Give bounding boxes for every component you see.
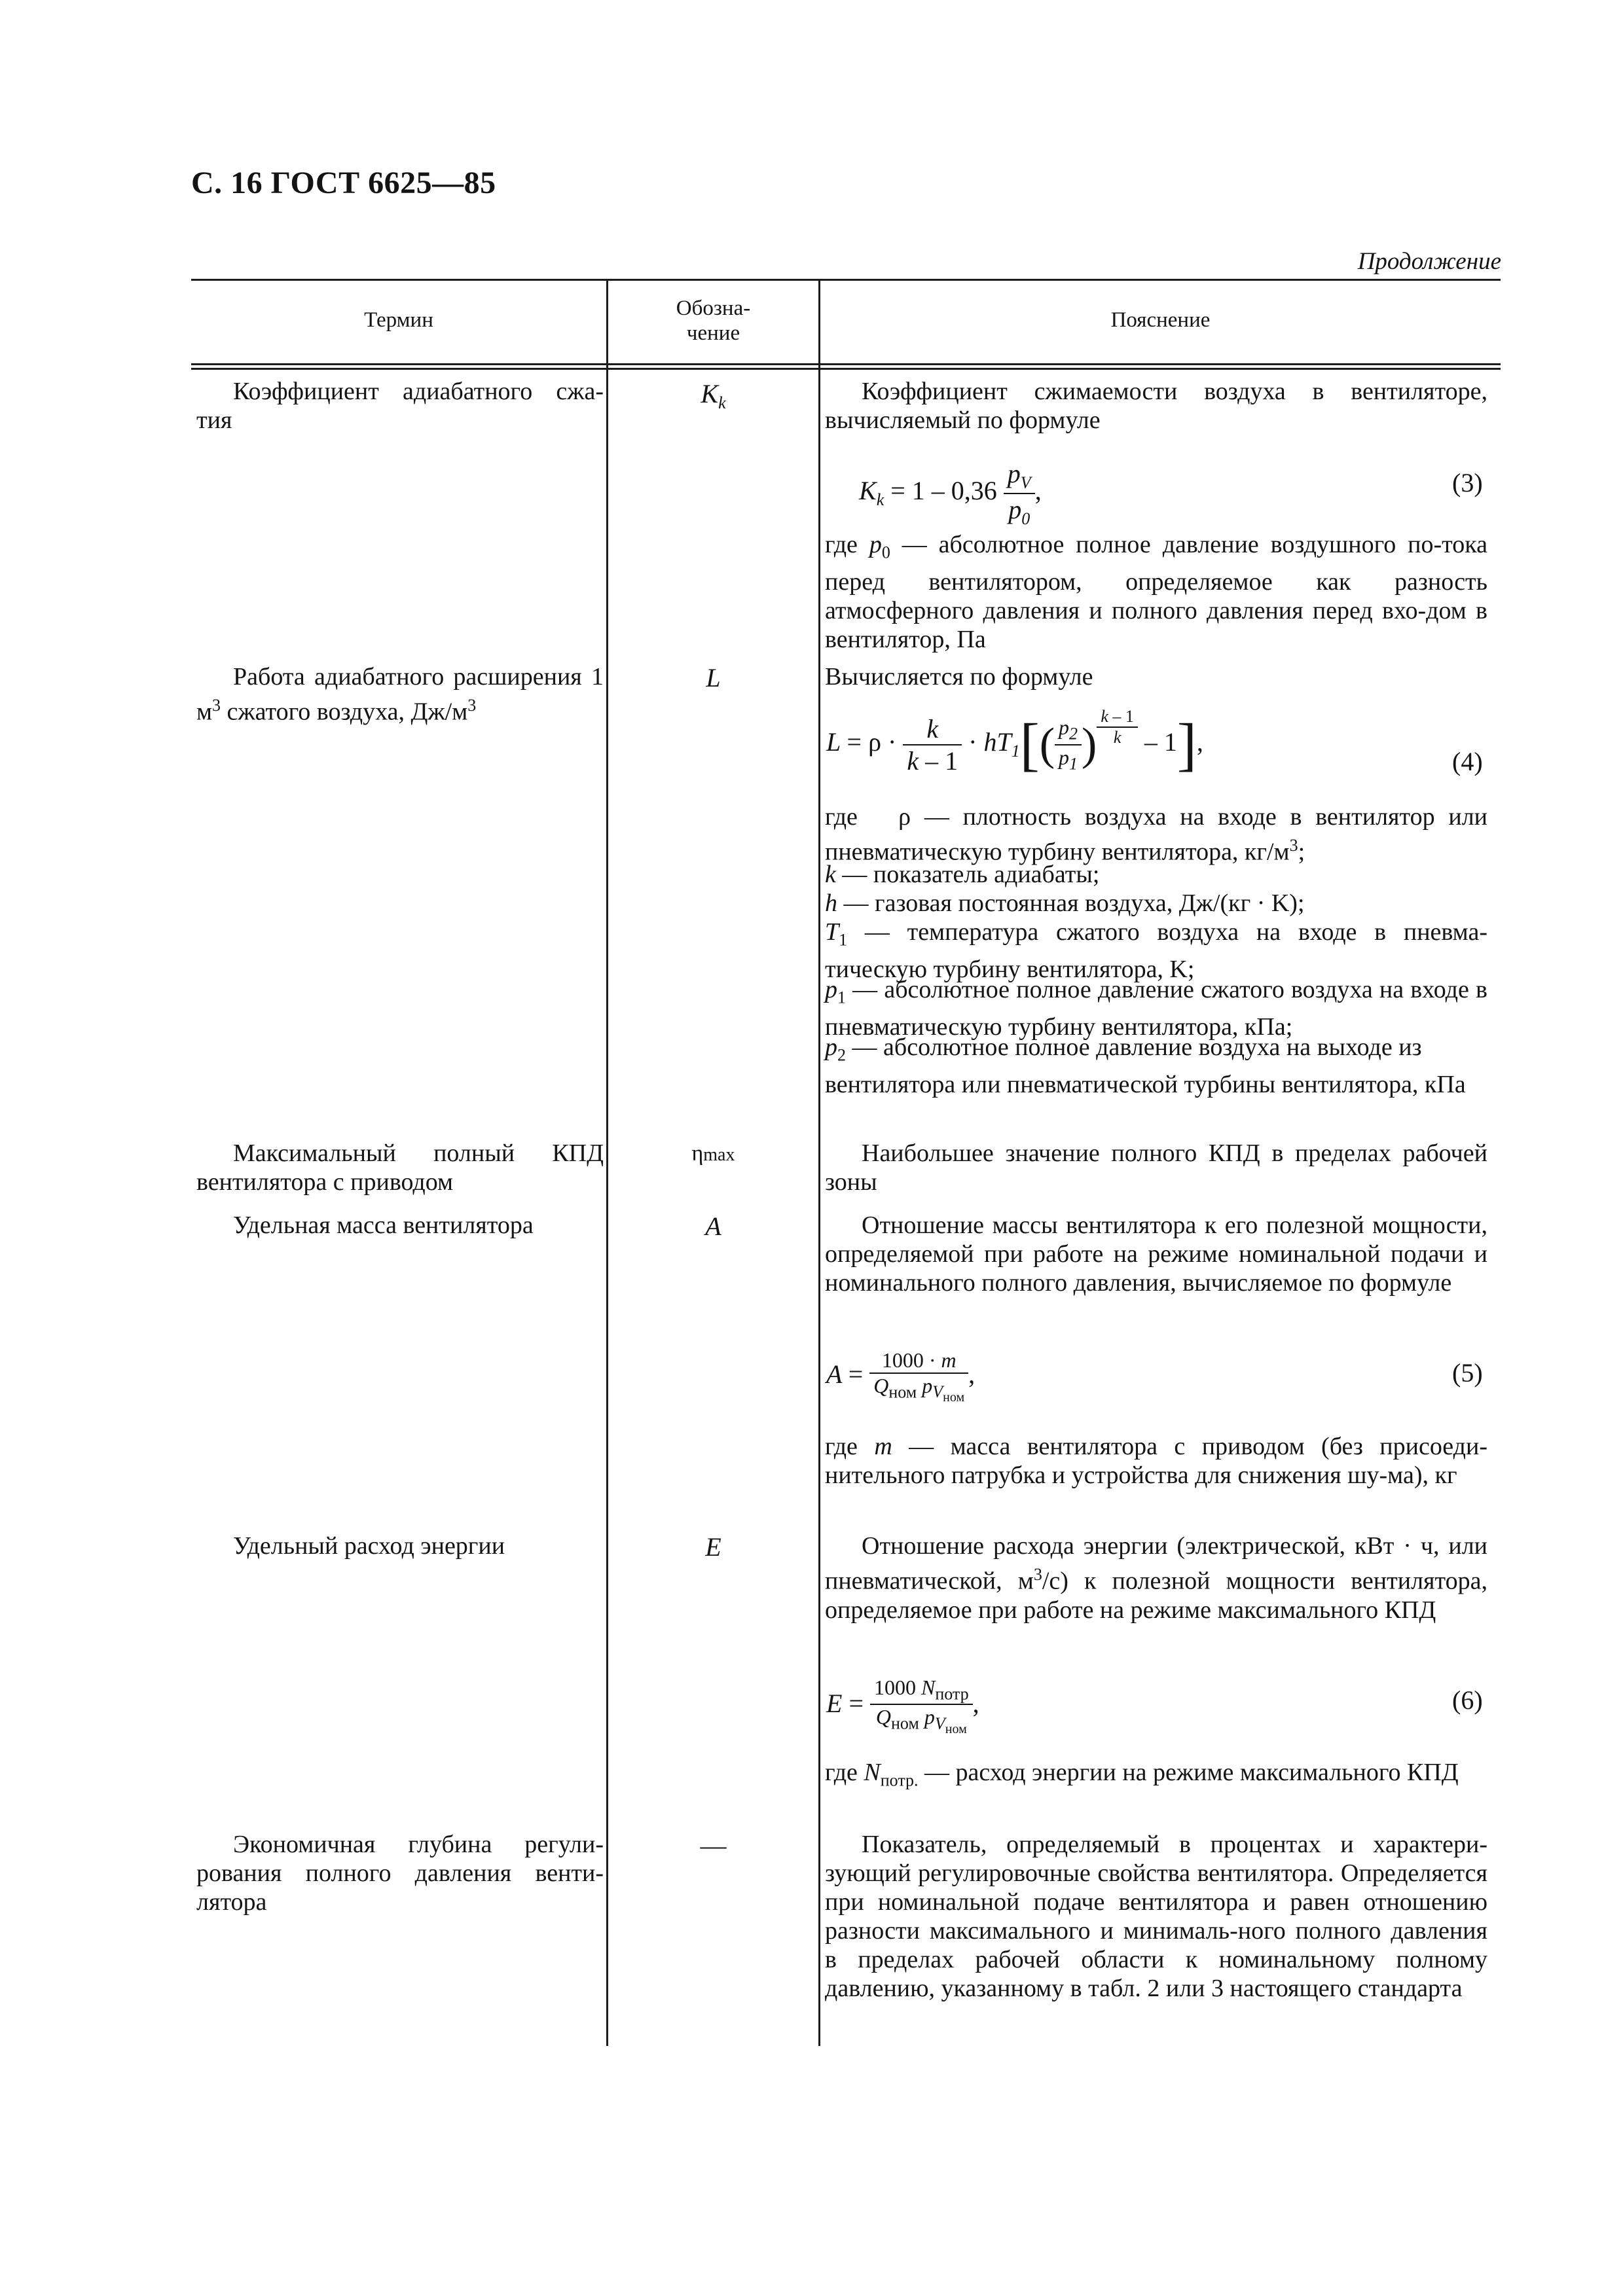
note-m: где m — масса вентилятора с приводом (без присоеди-нительного патрубка и устройства для снижения шу-ма), кг: [825, 1433, 1487, 1489]
explanation-l: Вычисляется по формуле: [825, 663, 1093, 691]
term-specific-energy: Удельный расход энергии: [233, 1532, 505, 1560]
note-h: h — газовая постоянная воздуха, Дж/(кг · K);: [825, 889, 1305, 917]
explanation-kk: Коэффициент сжимаемости воздуха в вентиляторе, вычисляемый по формуле: [825, 378, 1487, 434]
explanation-eta-max: Наибольшее значение полного КПД в пределах рабочей зоны: [825, 1139, 1487, 1196]
explanation-economic-depth: Показатель, определяемый в процентах и характери-зующий регулировочные свойства вентилятора. Определяется при номинальной подаче вентилятора и равен отношению разности максимального и минималь-ного полного давления в пределах рабочей области к номинальному полному давлению, указанному в табл. 2 или 3 настоящего стандарта: [825, 1831, 1487, 2002]
equation-number-6: (6): [1452, 1685, 1483, 1715]
header-bottom-rule-1: [191, 363, 1501, 365]
symbol-a: A: [705, 1211, 721, 1241]
page-header: С. 16 ГОСТ 6625—85: [191, 166, 496, 200]
equation-number-5: (5): [1452, 1358, 1483, 1388]
note-n: где $N_{потр.}$ — расход энергии на режиме максимального КПД: [825, 1759, 1459, 1790]
term-adiabatic-compression-coefficient: Коэффициент адиабатного сжа-тия: [196, 378, 604, 434]
formula-5: A = $\frac{1000 \cdot m}{Q_{ном} p_{V_{ном}}}$ ,: [826, 1348, 976, 1405]
formula-3: $K_k = 1 - 0,36$ $\frac{p_V}{p_0}$ ,: [859, 459, 1042, 528]
table-top-rule: [191, 279, 1501, 281]
continuation-label: Продолжение: [1357, 248, 1501, 275]
symbol-kk: $K_k$: [701, 379, 726, 412]
term-max-efficiency: Максимальный полный КПД вентилятора с приводом: [196, 1139, 604, 1196]
column-header-symbol-line1: Обозна-: [676, 296, 751, 320]
column-header-symbol-line2: чение: [686, 321, 740, 345]
note-t1: $T_1$ — температура сжатого воздуха на входе в пневма-тическую турбину вентилятора, K;: [825, 918, 1487, 983]
equation-number-4: (4): [1452, 747, 1483, 776]
symbol-dash: —: [700, 1831, 727, 1860]
note-p2: $p_2$ — абсолютное полное давление воздуха на выходе из вентилятора или пневматической турбины вентилятора, кПа: [825, 1033, 1466, 1098]
column-header-symbol: [608, 296, 818, 346]
symbol-l: L: [706, 663, 721, 692]
term-adiabatic-expansion-work: Работа адиабатного расширения 1 $м^3$ сжатого воздуха, $Дж/м^3$: [196, 663, 604, 726]
explanation-e: Отношение расхода энергии (электрической, кВт · ч, или пневматической, $м^3/с$) к полезной мощности вентилятора, определяемое при работе на режиме максимального КПД: [825, 1532, 1487, 1624]
header-bottom-rule-2: [191, 368, 1501, 370]
formula-6: E = $\frac{1000 N_{потр}}{Q_{ном} p_{V_{ном}}}$ ,: [826, 1676, 979, 1736]
formula-4: L = ρ · $\frac{k}{k - 1}$ · $hT_1$[( $\frac{p_2}{p_1}$ ) $^{\frac{k - 1}{k}}$ – 1],: [826, 707, 1203, 778]
column-header-term: Термин: [364, 308, 433, 332]
note-p1: $p_1$ — абсолютное полное давление сжатого воздуха на входе в пневматическую турбину вентилятора, кПа;: [825, 976, 1487, 1041]
term-specific-mass: Удельная масса вентилятора: [233, 1211, 534, 1239]
equation-number-3: (3): [1452, 468, 1483, 497]
column-divider-2: [818, 279, 820, 2046]
note-k: k — показатель адиабаты;: [825, 861, 1100, 888]
note-rho: где ρ — плотность воздуха на входе в вентилятор или пневматическую турбину вентилятора, $кг/м^3$;: [825, 803, 1487, 866]
explanation-a: Отношение массы вентилятора к его полезной мощности, определяемой при работе на режиме номинальной подачи и номинального полного давления, вычисляемое по формуле: [825, 1211, 1487, 1297]
note-p0: где $p_0$ — абсолютное полное давление воздушного по-тока перед вентилятором, определяемое как разность атмосферного давления и полного давления перед вхо-дом в вентилятор, Па: [825, 531, 1487, 653]
column-header-explanation: Пояснение: [1110, 308, 1211, 332]
symbol-eta-max: ηmax: [691, 1141, 735, 1166]
symbol-e: E: [705, 1532, 721, 1562]
term-economic-regulation-depth: Экономичная глубина регули-рования полного давления венти-лятора: [196, 1831, 604, 1916]
